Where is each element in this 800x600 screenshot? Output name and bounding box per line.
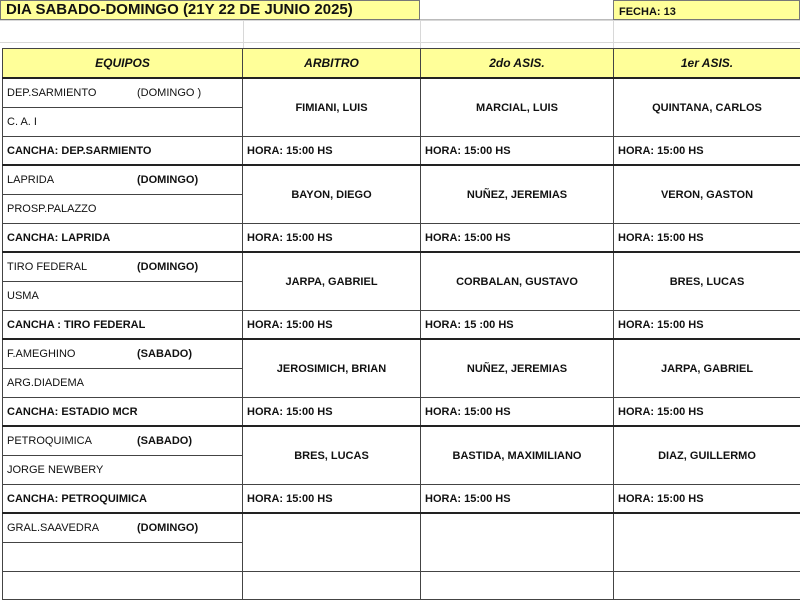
hora-cell[interactable] [421,572,614,600]
match-row [3,339,800,369]
first-assistant-cell[interactable]: QUINTANA, CARLOS [614,78,800,137]
hora-cell[interactable]: HORA: 15:00 HS [243,224,421,253]
match-row [3,513,800,543]
cancha-cell[interactable]: CANCHA: DEP.SARMIENTO [3,137,243,166]
first-assistant-cell[interactable]: BRES, LUCAS [614,252,800,311]
team-home-name: GRAL.SAAVEDRA [7,522,137,534]
hora-cell[interactable]: HORA: 15:00 HS [614,311,800,340]
team-away-cell[interactable]: JORGE NEWBERY [3,456,243,485]
cancha-cell[interactable]: CANCHA: ESTADIO MCR [3,398,243,427]
match-row [3,426,800,456]
first-assistant-cell[interactable]: JARPA, GABRIEL [614,339,800,398]
hora-cell[interactable]: HORA: 15 :00 HS [421,311,614,340]
hora-cell[interactable]: HORA: 15:00 HS [421,137,614,166]
first-assistant-cell[interactable]: VERON, GASTON [614,165,800,224]
hora-cell[interactable]: HORA: 15:00 HS [243,485,421,514]
referee-cell[interactable]: JARPA, GABRIEL [243,252,421,311]
hora-cell[interactable] [243,572,421,600]
empty-header-cell[interactable] [420,0,613,20]
referee-cell[interactable]: BAYON, DIEGO [243,165,421,224]
hora-cell[interactable]: HORA: 15:00 HS [243,137,421,166]
column-header-2do-asis[interactable]: 2do ASIS. [421,49,614,79]
column-header-row [3,49,800,79]
match-row [3,78,800,108]
team-home-cell[interactable] [3,513,243,543]
referee-cell[interactable]: FIMIANI, LUIS [243,78,421,137]
match-row [3,252,800,282]
venue-row [3,485,800,514]
hora-cell[interactable]: HORA: 15:00 HS [421,398,614,427]
team-home-name: LAPRIDA [7,174,137,186]
team-home-name: TIRO FEDERAL [7,261,137,273]
venue-row [3,398,800,427]
second-assistant-cell[interactable]: MARCIAL, LUIS [421,78,614,137]
gridline [613,20,614,48]
team-home-cell[interactable] [3,78,243,108]
match-day: (DOMINGO) [137,522,198,534]
referee-schedule-table [2,48,800,600]
team-away-cell[interactable]: PROSP.PALAZZO [3,195,243,224]
team-home-cell[interactable] [3,426,243,456]
hora-cell[interactable]: HORA: 15:00 HS [614,137,800,166]
column-header-equipos[interactable]: EQUIPOS [3,49,243,79]
match-row [3,165,800,195]
hora-cell[interactable]: HORA: 15:00 HS [421,485,614,514]
team-home-cell[interactable] [3,339,243,369]
first-assistant-cell[interactable]: DIAZ, GUILLERMO [614,426,800,485]
hora-cell[interactable]: HORA: 15:00 HS [243,398,421,427]
team-away-cell[interactable]: ARG.DIADEMA [3,369,243,398]
team-away-cell[interactable] [3,543,243,572]
venue-row [3,224,800,253]
team-home-name: DEP.SARMIENTO [7,87,137,99]
match-day: (DOMINGO ) [137,87,201,99]
hora-cell[interactable]: HORA: 15:00 HS [614,485,800,514]
match-day: (DOMINGO) [137,174,198,186]
team-home-name: PETROQUIMICA [7,435,137,447]
gridline [420,20,421,48]
cancha-cell[interactable] [3,572,243,600]
team-home-cell[interactable] [3,252,243,282]
team-home-cell[interactable] [3,165,243,195]
cancha-cell[interactable]: CANCHA: PETROQUIMICA [3,485,243,514]
match-day: (SABADO) [137,435,192,447]
venue-row [3,311,800,340]
match-day: (DOMINGO) [137,261,198,273]
team-home-name: F.AMEGHINO [7,348,137,360]
second-assistant-cell[interactable]: NUÑEZ, JEREMIAS [421,165,614,224]
second-assistant-cell[interactable]: BASTIDA, MAXIMILIANO [421,426,614,485]
team-away-cell[interactable]: C. A. I [3,108,243,137]
cancha-cell[interactable]: CANCHA : TIRO FEDERAL [3,311,243,340]
gridline [243,20,244,48]
referee-cell[interactable]: JEROSIMICH, BRIAN [243,339,421,398]
hora-cell[interactable]: HORA: 15:00 HS [243,311,421,340]
second-assistant-cell[interactable]: CORBALAN, GUSTAVO [421,252,614,311]
team-away-cell[interactable]: USMA [3,282,243,311]
gridline [0,42,800,43]
venue-row [3,137,800,166]
hora-cell[interactable]: HORA: 15:00 HS [614,398,800,427]
column-header-1er-asis[interactable]: 1er ASIS. [614,49,800,79]
hora-cell[interactable]: HORA: 15:00 HS [614,224,800,253]
venue-row [3,572,800,600]
cancha-cell[interactable]: CANCHA: LAPRIDA [3,224,243,253]
hora-cell[interactable]: HORA: 15:00 HS [421,224,614,253]
hora-cell[interactable] [614,572,800,600]
match-day: (SABADO) [137,348,192,360]
column-header-arbitro[interactable]: ARBITRO [243,49,421,79]
referee-cell[interactable]: BRES, LUCAS [243,426,421,485]
schedule-title[interactable]: DIA SABADO-DOMINGO (21Y 22 DE JUNIO 2025) [0,0,420,20]
second-assistant-cell[interactable]: NUÑEZ, JEREMIAS [421,339,614,398]
fecha-cell[interactable]: FECHA: 13 [613,0,800,20]
gridline [0,20,800,21]
